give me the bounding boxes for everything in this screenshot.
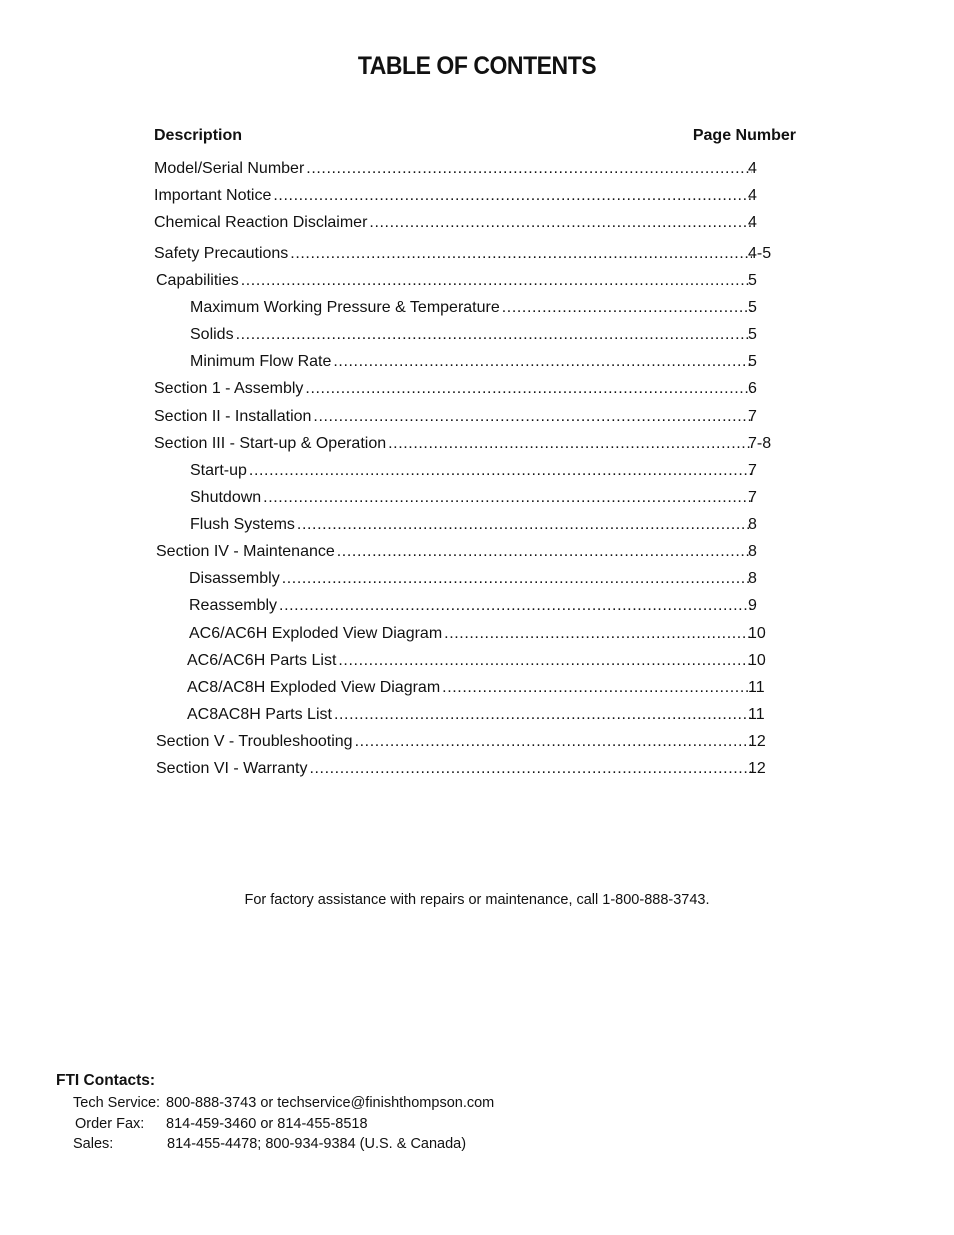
toc-leader [305,379,752,399]
toc-entry [190,515,758,535]
toc-entry [154,434,758,454]
toc-page-number: 10 [748,652,766,669]
page-title: TABLE OF CONTENTS [357,52,597,80]
toc-page-number: 7 [748,462,757,479]
toc-entry [154,407,758,427]
toc-leader [249,461,752,481]
toc-entry [154,379,758,399]
toc-page-number: 8 [748,570,757,587]
toc-page-number: 4 [748,187,757,204]
toc-entry [187,705,758,725]
toc-entry [189,596,758,616]
toc-leader [290,244,752,264]
toc-leader [241,271,752,291]
toc-entry [154,186,758,206]
toc-leader [297,515,752,535]
toc-label: Disassembly [189,570,280,587]
toc-label: Section 1 - Assembly [154,380,304,397]
toc-entry [187,651,758,671]
page-number-header: Page Number [692,127,796,144]
toc-page-number: 5 [748,272,757,289]
toc-leader [355,732,752,752]
toc-label: Flush Systems [190,516,295,533]
toc-label: AC8AC8H Parts List [187,706,332,723]
toc-entry [189,624,758,644]
toc-label: Section III - Start-up & Operation [154,435,387,452]
toc-entry [189,569,758,589]
toc-label: Minimum Flow Rate [190,353,332,370]
toc-leader [309,759,752,779]
toc-label: Model/Serial Number [154,160,305,177]
toc-leader [263,488,752,508]
toc-label: Important Notice [154,187,272,204]
contact-value-order-fax: 814-459-3460 or 814-455-8518 [166,1116,368,1132]
toc-label: AC6/AC6H Exploded View Diagram [189,625,443,642]
description-header: Description [154,127,243,144]
toc-page-number: 5 [748,353,757,370]
toc-page-number: 4 [748,214,757,231]
toc-leader [337,542,752,562]
toc-page-number: 10 [748,625,766,642]
toc-label: Safety Precautions [154,245,289,262]
toc-label: Section IV - Maintenance [156,543,335,560]
toc-leader [273,186,752,206]
toc-page-number: 5 [748,299,757,316]
toc-entry [154,244,758,264]
toc-page-number: 12 [748,760,766,777]
contact-label-order-fax: Order Fax: [75,1116,145,1132]
contact-value-sales: 814-455-4478; 800-934-9384 (U.S. & Canada) [167,1136,467,1152]
contact-label-sales: Sales: [73,1136,114,1152]
toc-page-number: 5 [748,326,757,343]
toc-page-number: 7 [748,489,757,506]
toc-leader [313,407,752,427]
toc-page-number: 8 [748,543,757,560]
toc-leader [338,651,752,671]
toc-label: Reassembly [189,597,278,614]
toc-page-number: 7-8 [748,435,772,452]
toc-leader [502,298,752,318]
toc-entry [156,271,758,291]
toc-label: Capabilities [156,272,239,289]
toc-label: Maximum Working Pressure & Temperature [190,299,500,316]
toc-entry [156,759,758,779]
toc-leader [444,624,752,644]
toc-entry [190,488,758,508]
toc-page-number: 11 [748,679,765,696]
toc-leader [279,596,752,616]
toc-entry [156,732,758,752]
toc-page-number: 12 [748,733,766,750]
toc-label: Section VI - Warranty [156,760,308,777]
toc-leader [282,569,752,589]
contact-value-tech-service: 800-888-3743 or techservice@finishthompson.com [166,1095,495,1111]
toc-entry [190,461,758,481]
toc-page-number: 9 [748,597,757,614]
toc-entry [187,678,758,698]
toc-entry [190,298,758,318]
toc-leader [388,434,752,454]
toc-page-number: 8 [748,516,757,533]
toc-page-number: 4-5 [748,245,772,262]
toc-label: AC8/AC8H Exploded View Diagram [187,679,441,696]
toc-entry [154,213,758,233]
toc-label: Shutdown [190,489,262,506]
toc-label: Section V - Troubleshooting [156,733,353,750]
toc-label: Start-up [190,462,247,479]
toc-label: Section II - Installation [154,408,312,425]
toc-label: Solids [190,326,234,343]
toc-page-number: 11 [748,706,765,723]
toc-leader [369,213,752,233]
toc-leader [442,678,752,698]
toc-leader [236,325,752,345]
toc-entry [156,542,758,562]
toc-entry [190,325,758,345]
toc-page-number: 7 [748,408,757,425]
toc-entry [190,352,758,372]
toc-page-number: 4 [748,160,757,177]
toc-page-number: 6 [748,380,757,397]
toc-entry [154,159,758,179]
contact-label-tech-service: Tech Service: [73,1095,161,1111]
toc-leader [334,705,752,725]
toc-leader [306,159,752,179]
toc-label: AC6/AC6H Parts List [187,652,337,669]
factory-assistance-note: For factory assistance with repairs or maintenance, call 1-800-888-3743. [244,892,710,908]
toc-label: Chemical Reaction Disclaimer [154,214,368,231]
contacts-title: FTI Contacts: [56,1072,156,1089]
toc-leader [333,352,752,372]
